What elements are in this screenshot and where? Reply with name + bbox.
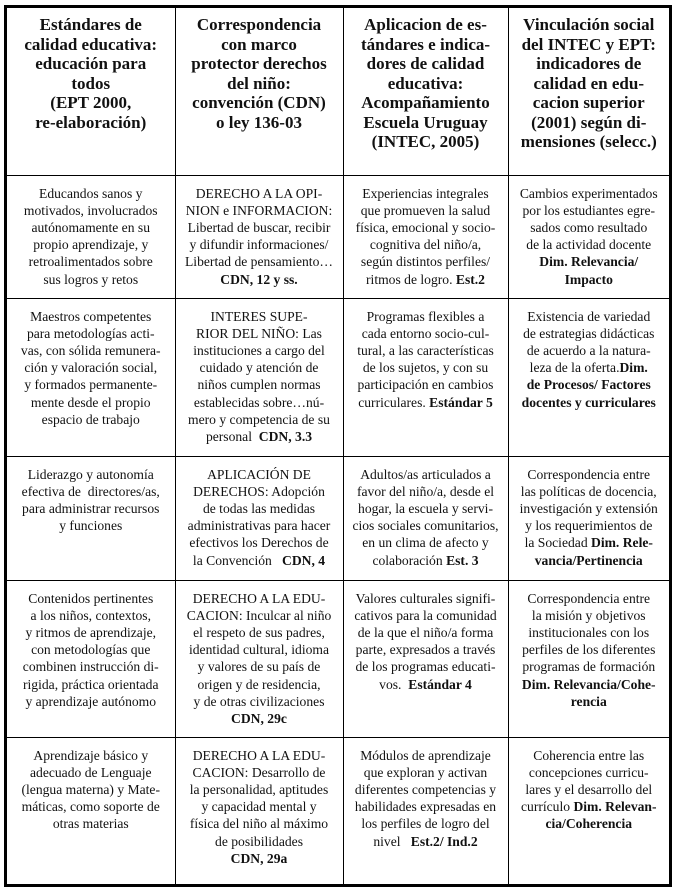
- dimension-label: docentes y curriculares: [521, 394, 656, 410]
- table-cell: APLICACIÓN DE DERECHOS: Adopción de todas las medidas administrativas para hacer efectivos los Derechos de la Convención CDN, 4: [175, 456, 343, 580]
- table-cell: Valores culturales signifi- cativos para la comunidad de la que el niño/a forma parte, expresados a través de los programas educati- vos. Estándar 4: [343, 580, 508, 737]
- dimension-label: Impacto: [564, 271, 613, 287]
- reference-code: Est.2/ Ind.2: [410, 833, 478, 849]
- reference-code: Est.2: [455, 271, 485, 287]
- reference-code: CDN, 4: [282, 552, 326, 568]
- dimension-label: cia/Coherencia: [545, 816, 633, 832]
- table-cell: Existencia de variedad de estrategias didácticas de acuerdo a la natura- leza de la oferta.Dim. de Procesos/ Factores docentes y curriculares: [508, 298, 669, 456]
- dimension-label: rencia: [570, 693, 607, 709]
- table-cell: Aprendizaje básico y adecuado de Lenguaje (lengua materna) y Mate- máticas, como soporte de otras materias: [7, 737, 175, 884]
- table-cell: Contenidos pertinentes a los niños, contextos, y ritmos de aprendizaje, con metodologías que combinen instrucción di- rigida, práctica orientada y aprendizaje autónomo: [7, 580, 175, 737]
- table-row: [7, 298, 669, 456]
- table-cell: Correspondencia entre la misión y objetivos institucionales con los perfiles de los diferentes programas de formación Dim. Relevancia/Cohe- rencia: [508, 580, 669, 737]
- table-cell: Coherencia entre las concepciones curricu- lares y el desarrollo del currículo Dim. Relevan- cia/Coherencia: [508, 737, 669, 884]
- table-cell: Maestros competentes para metodologías acti- vas, con sólida remunera- ción y valoración social, y formados permanente- mente desde el propio espacio de trabajo: [7, 298, 175, 456]
- table-cell: DERECHO A LA EDU- CACION: Desarrollo de la personalidad, aptitudes y capacidad mental y física del niño al máximo de posibilidades CDN, 29a: [175, 737, 343, 884]
- header-cell-ept: Estándares de calidad educativa: educación para todos (EPT 2000, re-elaboración): [7, 8, 175, 175]
- standards-comparison-table: [4, 5, 672, 887]
- dimension-label: Dim. Relevancia/: [539, 254, 639, 270]
- reference-code: CDN, 29c: [231, 710, 287, 726]
- dimension-label: Dim. Rele-: [591, 535, 653, 551]
- table-cell: Cambios experimentados por los estudiantes egre- sados como resultado de la actividad docente Dim. Relevancia/ Impacto: [508, 175, 669, 298]
- table-cell: Experiencias integrales que promueven la salud física, emocional y socio- cognitiva del niño/a, según distintos perfiles/ ritmos de logro. Est.2: [343, 175, 508, 298]
- reference-code: CDN, 29a: [230, 850, 288, 866]
- dimension-label: Dim. Relevancia/Cohe-: [521, 676, 656, 692]
- table-cell: Correspondencia entre las políticas de docencia, investigación y extensión y los requerimientos de la Sociedad Dim. Rele- vancia/Pertinencia: [508, 456, 669, 580]
- reference-code: CDN, 12 y ss.: [220, 271, 298, 287]
- header-cell-cdn: Correspondencia con marco protector derechos del niño: convención (CDN) o ley 136-03: [175, 8, 343, 175]
- header-cell-intec-ept: Vinculación social del INTEC y EPT: indicadores de calidad en edu- cacion superior (2001) según di- mensiones (selecc.): [508, 8, 669, 175]
- table-cell: DERECHO A LA OPI- NION e INFORMACION: Libertad de buscar, recibir y difundir informaciones/ Libertad de pensamiento… CDN, 12 y ss.: [175, 175, 343, 298]
- table-row: [7, 580, 669, 737]
- table: [7, 8, 669, 884]
- table-cell: INTERES SUPE- RIOR DEL NIÑO: Las instituciones a cargo del cuidado y atención de niños cumplen normas establecidas sobre…nú- mero y competencia de su personal CDN, 3.3: [175, 298, 343, 456]
- dimension-label: de Procesos/ Factores: [526, 377, 651, 393]
- table-row: [7, 456, 669, 580]
- dimension-label: vancia/Pertinencia: [534, 552, 643, 568]
- table-cell: DERECHO A LA EDU- CACION: Inculcar al niño el respeto de sus padres, identidad cultural, idioma y valores de su país de origen y de residencia, y de otras civilizaciones CDN, 29c: [175, 580, 343, 737]
- header-cell-intec-2005: Aplicacion de es- tándares e indica- dores de calidad educativa: Acompañamiento Escuela Uruguay (INTEC, 2005): [343, 8, 508, 175]
- table-row: [7, 737, 669, 884]
- table-cell: Módulos de aprendizaje que exploran y activan diferentes competencias y habilidades expresadas en los perfiles de logro del nivel Est.2/ Ind.2: [343, 737, 508, 884]
- reference-code: Estándar 4: [408, 676, 472, 692]
- reference-code: Estándar 5: [429, 394, 493, 410]
- reference-code: CDN, 3.3: [258, 428, 313, 444]
- table-cell: Educandos sanos y motivados, involucrados autónomamente en su propio aprendizaje, y retroalimentados sobre sus logros y retos: [7, 175, 175, 298]
- reference-code: Est. 3: [446, 552, 479, 568]
- table-cell: Programas flexibles a cada entorno socio-cul- tural, a las características de los sujetos, y con su participación en cambios curriculares. Estándar 5: [343, 298, 508, 456]
- header-row: [7, 8, 669, 175]
- dimension-label: Dim. Relevan-: [573, 799, 657, 815]
- dimension-label: Dim.: [619, 360, 648, 376]
- table-cell: Adultos/as articulados a favor del niño/a, desde el hogar, la escuela y servi- cios sociales comunitarios, en un clima de afecto y colaboración Est. 3: [343, 456, 508, 580]
- table-cell: Liderazgo y autonomía efectiva de directores/as, para administrar recursos y funciones: [7, 456, 175, 580]
- table-row: [7, 175, 669, 298]
